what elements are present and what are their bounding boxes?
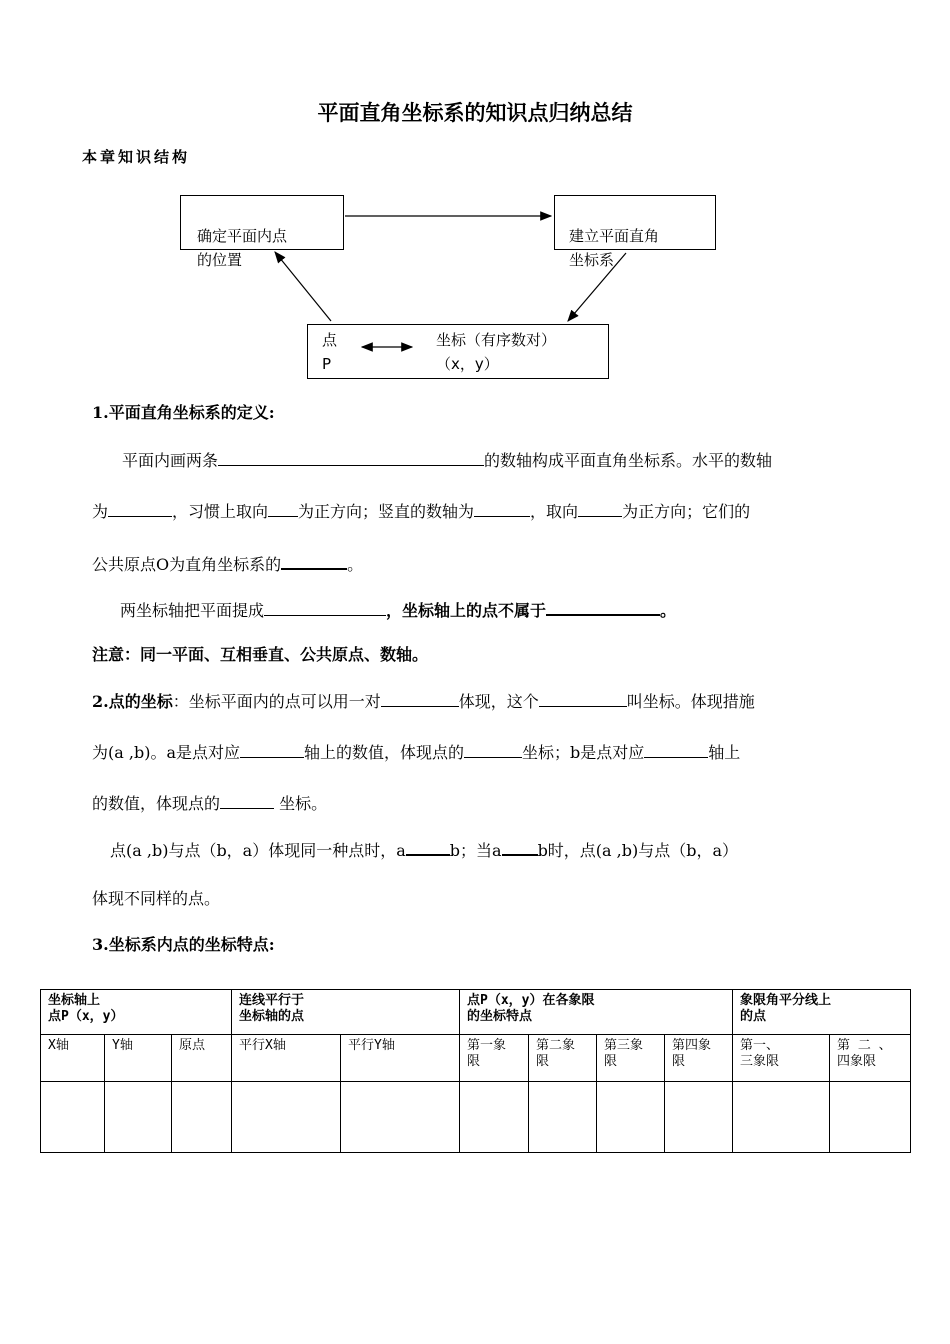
section1-line1 [122,447,772,471]
s1-text: 为正方向；竖直的数轴为 [298,502,475,521]
header-bisectors: 象限角平分线上 的点 [733,990,911,1035]
blank-field[interactable] [218,447,484,466]
s2-text: ：坐标平面内的点可以用一对 [172,692,381,711]
s2-text: 坐标。 [274,794,328,813]
blank-field[interactable] [108,498,172,517]
section2-line3 [92,790,327,814]
section3-heading: 3.坐标系内点的坐标特点: [92,935,275,954]
subheader-quadrant-4: 第四象 限 [665,1035,733,1082]
subheader-quadrant-3: 第三象 限 [597,1035,665,1082]
s1-text: 为正方向；它们的 [622,502,751,521]
s2-text: 为(a ,b)。a是点对应 [92,743,240,762]
header-on-axes: 坐标轴上 点P（x，y） [41,990,232,1035]
s1-text: 。 [347,555,364,574]
header-parallel-lines: 连线平行于 坐标轴的点 [232,990,460,1035]
s2-text: 轴上 [708,743,741,762]
point-p-label: 点 P [322,331,338,373]
blank-field[interactable] [464,739,522,758]
s2-text: 坐标；b是点对应 [522,743,645,762]
s2-text: b；当a [449,841,502,860]
section2-line4 [110,836,738,861]
answer-cell[interactable] [341,1082,460,1153]
s1-text: 公共原点O为直角坐标系的 [92,555,282,574]
subheader-origin: 原点 [172,1035,232,1082]
s1-text: 两坐标轴把平面提成 [120,601,265,620]
s2-text: b时，点(a ,b)与点（b，a） [537,841,739,860]
section1-line2 [92,498,750,522]
subheader-parallel-x: 平行X轴 [232,1035,341,1082]
table-answer-row [41,1082,911,1153]
subheader-y-axis: Y轴 [105,1035,172,1082]
section2-heading: 2.点的坐标 [92,692,173,711]
blank-field[interactable] [240,739,304,758]
answer-cell[interactable] [105,1082,172,1153]
box-locate-point-text: 确定平面内点 的位置 [197,227,288,269]
blank-field[interactable] [381,688,459,707]
table-group-header-row [41,990,911,1035]
arrow-build-to-point [568,253,626,321]
s1-text: 平面内画两条 [122,451,219,470]
blank-field[interactable] [502,836,538,856]
subheader-bisector-2-4: 第 二 、 四象限 [830,1035,911,1082]
s1-text: ，坐标轴上的点不属于 [386,601,547,620]
blank-field[interactable] [578,498,622,517]
blank-field[interactable] [406,836,450,856]
blank-field[interactable] [539,688,627,707]
s1-text: 为 [92,502,109,521]
answer-cell[interactable] [41,1082,105,1153]
header-quadrants: 点P（x，y）在各象限 的坐标特点 [460,990,733,1035]
blank-field[interactable] [546,596,660,616]
section2-line2 [92,739,740,763]
section1-line4 [120,596,676,621]
section1-line3 [92,550,363,575]
blank-field[interactable] [644,739,708,758]
answer-cell[interactable] [529,1082,597,1153]
section2-line5: 体现不同样的点。 [92,889,221,908]
coordinate-label: 坐标（有序数对） （x，y） [436,331,557,373]
coordinate-features-table [40,989,911,1153]
subheader-x-axis: X轴 [41,1035,105,1082]
blank-field[interactable] [268,498,298,517]
page-title: 平面直角坐标系的知识点归纳总结 [317,101,633,125]
section2-line1 [92,688,755,712]
s2-text: 点(a ,b)与点（b，a）体现同一种点时，a [110,841,406,860]
s2-text: 的数值，体现点的 [92,794,221,813]
s1-text: ，取向 [530,502,579,521]
s1-text: 。 [660,601,677,620]
answer-cell[interactable] [830,1082,911,1153]
section1-note: 注意：同一平面、互相垂直、公共原点、数轴。 [92,645,429,664]
section1-heading: 1.平面直角坐标系的定义: [92,403,275,422]
answer-cell[interactable] [597,1082,665,1153]
s2-text: 体现，这个 [458,692,539,711]
blank-field[interactable] [220,790,274,809]
blank-field[interactable] [281,550,347,570]
subheader-quadrant-2: 第二象 限 [529,1035,597,1082]
box-build-text: 建立平面直角 坐标系 [569,227,660,269]
answer-cell[interactable] [733,1082,830,1153]
s1-text: ，习惯上取向 [172,502,269,521]
subheader-bisector-1-3: 第一、 三象限 [733,1035,830,1082]
blank-field[interactable] [264,597,386,616]
s2-text: 叫坐标。体现措施 [626,692,755,711]
s2-text: 轴上的数值，体现点的 [303,743,464,762]
table-sub-header-row [41,1035,911,1082]
answer-cell[interactable] [172,1082,232,1153]
subheader-parallel-y: 平行Y轴 [341,1035,460,1082]
s1-text: 的数轴构成平面直角坐标系。水平的数轴 [484,451,773,470]
answer-cell[interactable] [232,1082,341,1153]
arrow-point-to-locate [275,252,331,321]
diagram-arrows [0,0,950,400]
chapter-heading: 本章知识结构 [82,148,191,166]
answer-cell[interactable] [460,1082,529,1153]
answer-cell[interactable] [665,1082,733,1153]
subheader-quadrant-1: 第一象 限 [460,1035,529,1082]
blank-field[interactable] [474,498,530,517]
